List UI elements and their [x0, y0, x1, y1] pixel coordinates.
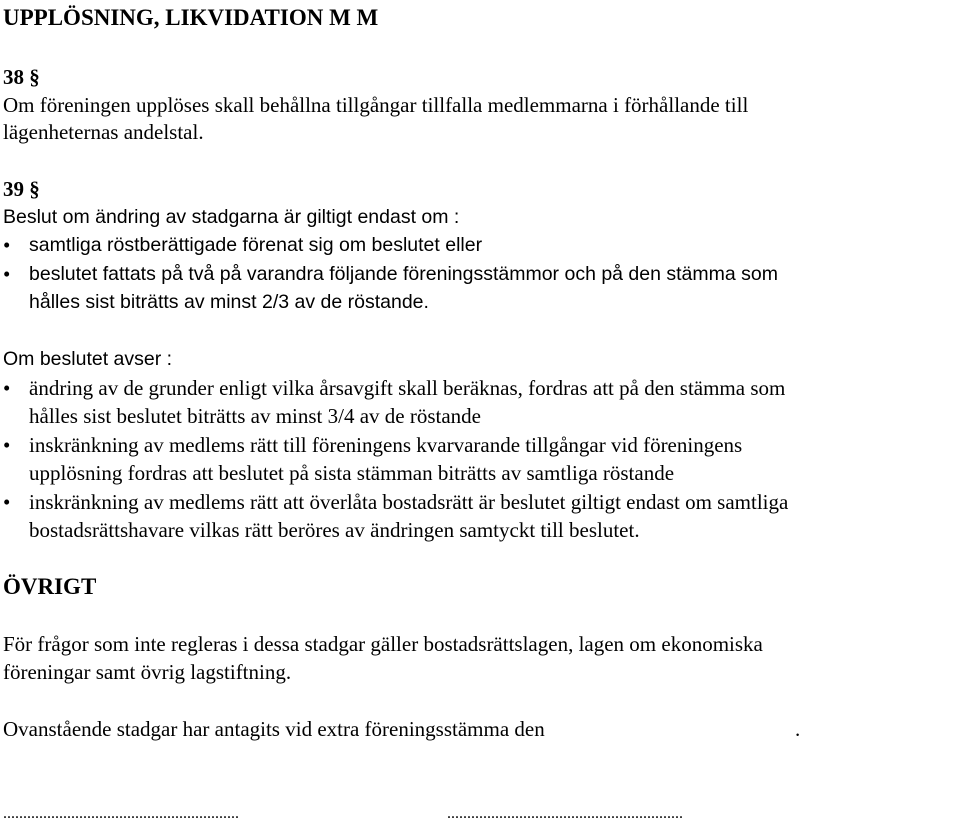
bullet-marker: • [3, 262, 11, 286]
case-assets-line1: inskränkning av medlems rätt till föreningens kvarvarande tillgångar vid föreningens [29, 433, 743, 457]
case-transfer-line1: inskränkning av medlems rätt att överlåta bostadsrätt är beslutet giltigt endast om samtliga [29, 490, 789, 514]
signature-line-2: ........................................................... [447, 805, 683, 822]
other-paragraph-line2: föreningar samt övrig lagstiftning. [3, 660, 292, 684]
condition-two-meetings-line2: hålles sist biträtts av minst 2/3 av de röstande. [29, 291, 429, 313]
case-annual-fee-line1: ändring av de grunder enligt vilka årsavgift skall beräknas, fordras att på den stämma som [29, 376, 786, 400]
paragraph-38-text-line1: Om föreningen upplöses skall behållna tillgångar tillfalla medlemmarna i förhållande till [3, 93, 749, 117]
adoption-statement: Ovanstående stadgar har antagits vid extra föreningsstämma den [3, 717, 545, 741]
bullet-marker: • [3, 433, 11, 457]
bullet-marker: • [3, 490, 11, 514]
paragraph-38-text-line2: lägenheternas andelstal. [3, 120, 204, 144]
condition-unanimous: samtliga röstberättigade förenat sig om beslutet eller [29, 234, 483, 256]
case-annual-fee-line2: hålles sist beslutet biträtts av minst 3/4 av de röstande [29, 404, 482, 428]
condition-two-meetings-line1: beslutet fattats på två på varandra följande föreningsstämmor och på den stämma som [29, 263, 778, 285]
section-heading-ovrigt: ÖVRIGT [3, 574, 97, 599]
other-paragraph-line1: För frågor som inte regleras i dessa stadgar gäller bostadsrättslagen, lagen om ekonomiska [3, 632, 763, 656]
paragraph-39-intro2: Om beslutet avser : [3, 348, 173, 370]
adoption-date-period: . [795, 717, 801, 741]
signature-line-1: ........................................................... [3, 805, 239, 822]
paragraph-39-number: 39 § [3, 177, 40, 201]
bullet-marker: • [3, 233, 11, 257]
section-heading-upplosning: UPPLÖSNING, LIKVIDATION M M [3, 5, 379, 30]
paragraph-38-number: 38 § [3, 65, 40, 89]
case-assets-line2: upplösning fordras att beslutet på sista stämman biträtts av samtliga röstande [29, 461, 675, 485]
case-transfer-line2: bostadsrättshavare vilkas rätt beröres av ändringen samtyckt till beslutet. [29, 518, 640, 542]
bullet-marker: • [3, 376, 11, 400]
paragraph-39-intro: Beslut om ändring av stadgarna är giltigt endast om : [3, 206, 460, 228]
